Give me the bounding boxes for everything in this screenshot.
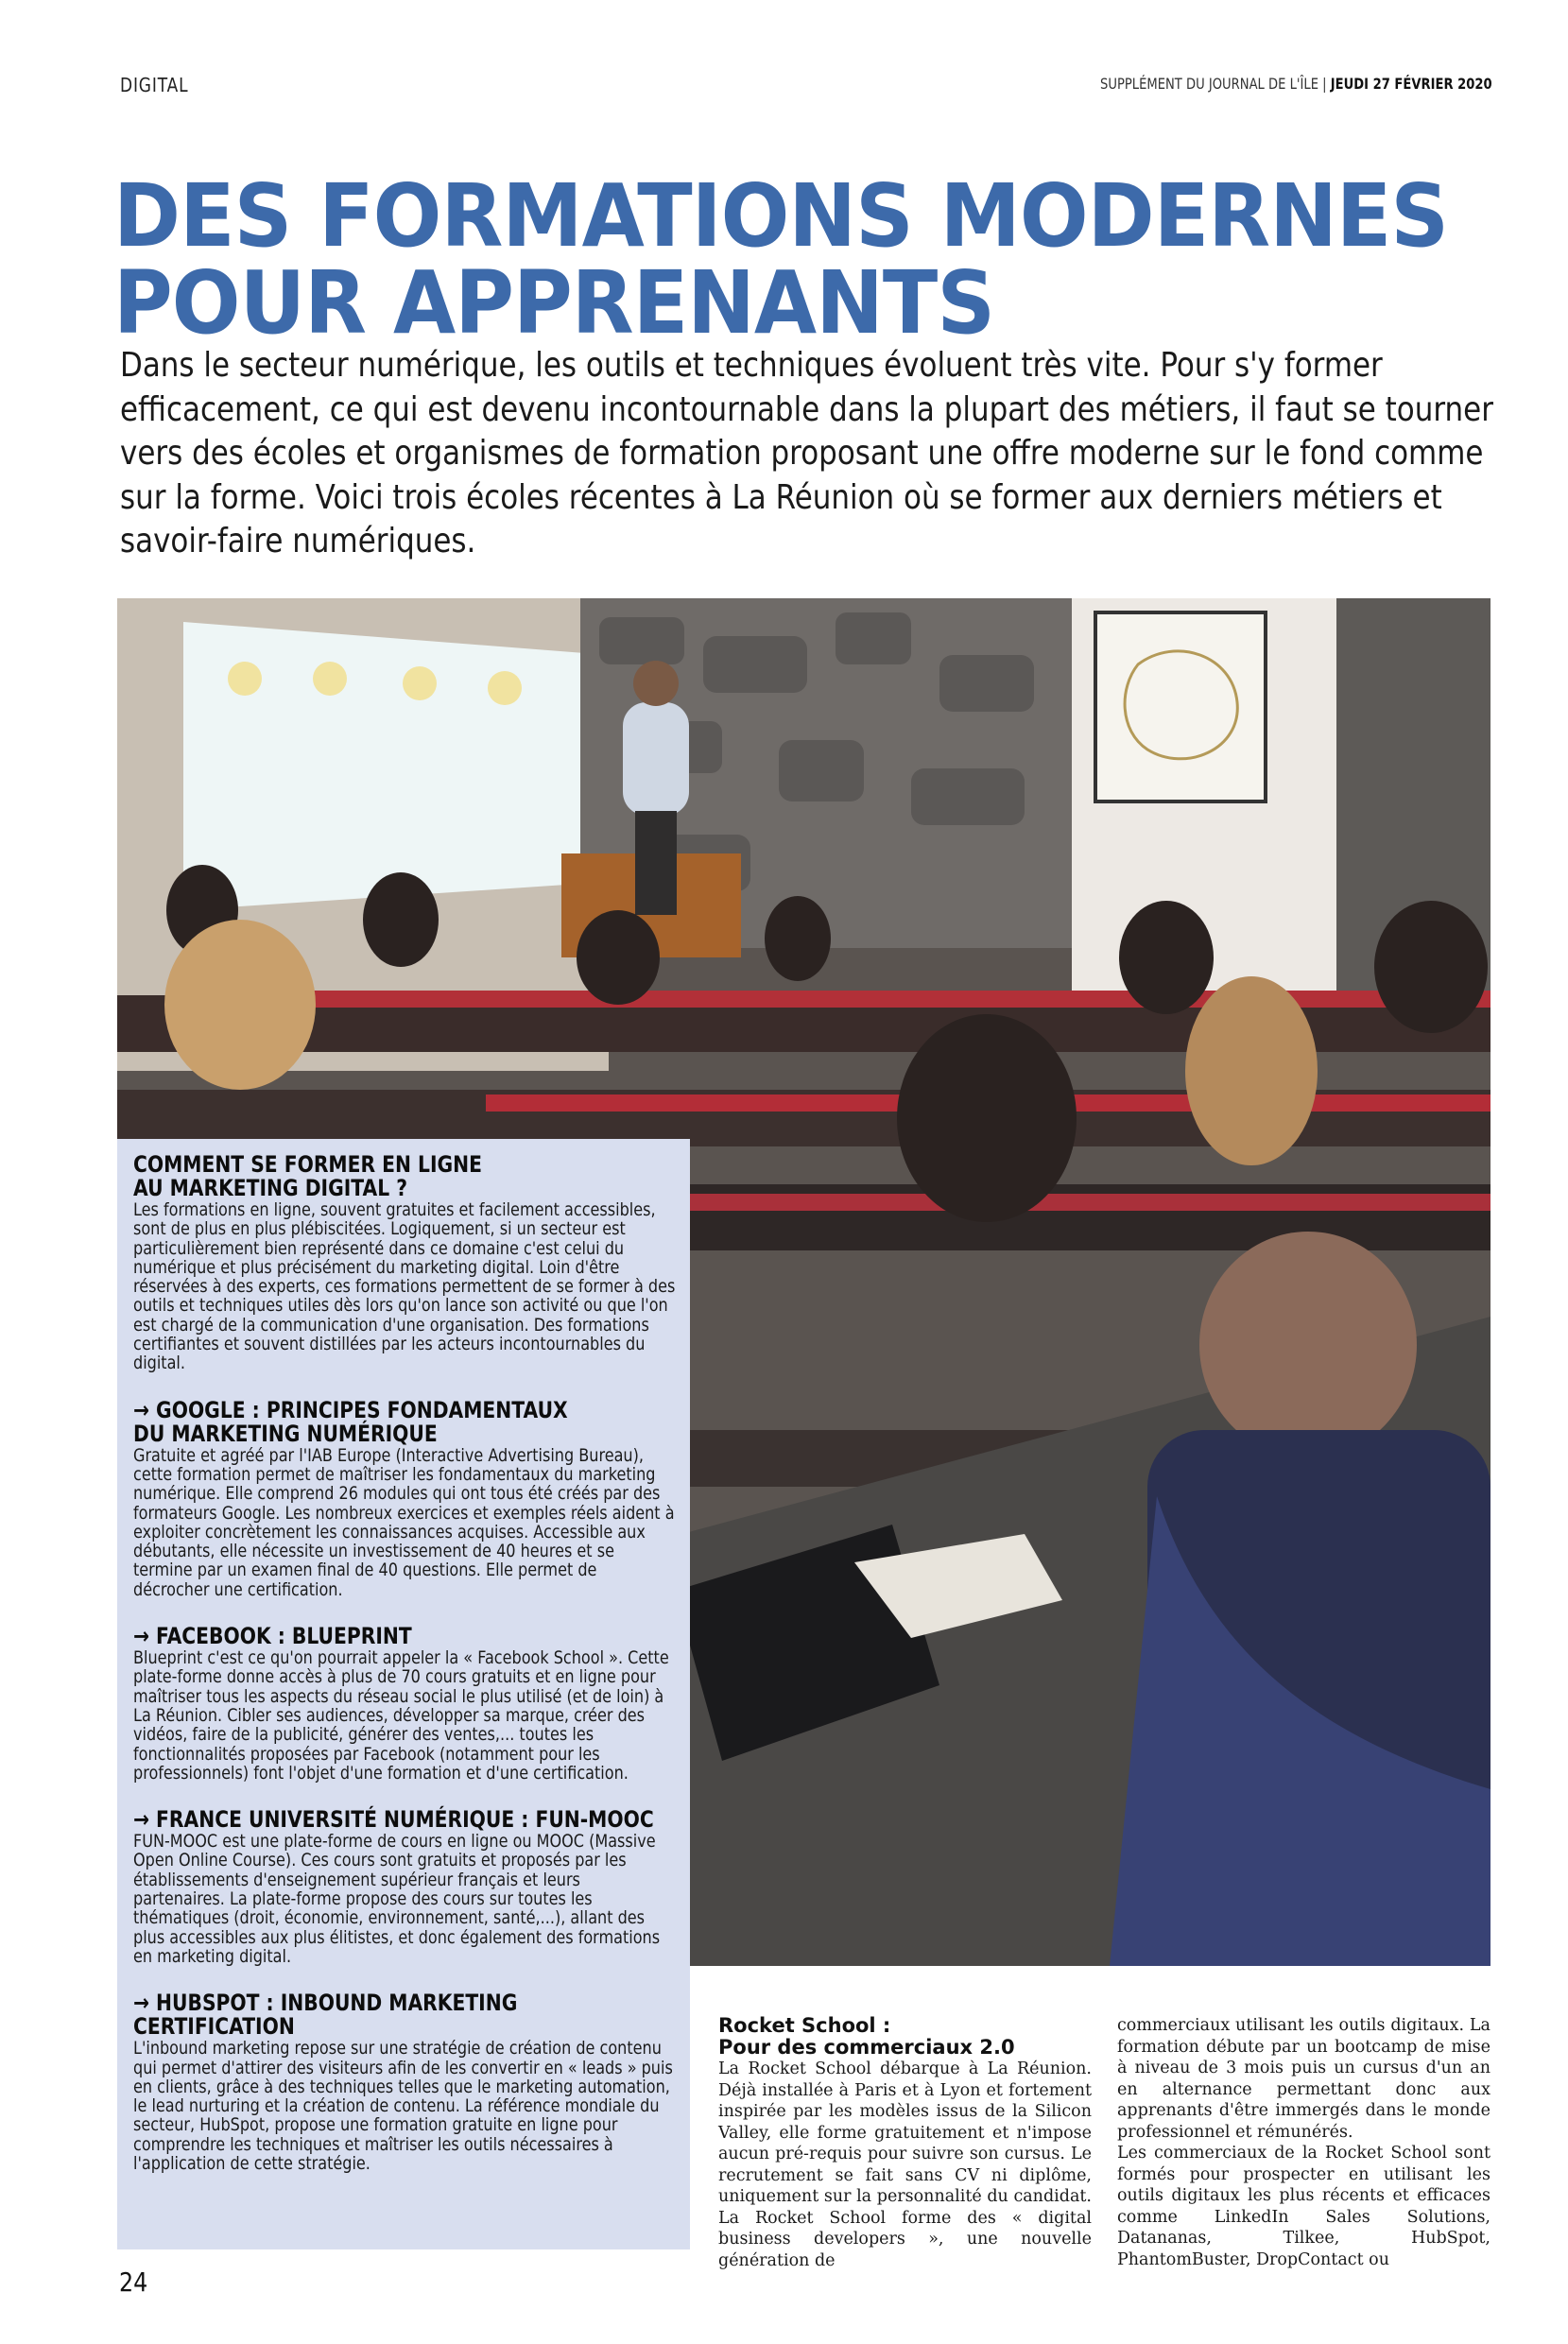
article-body-col2-para1: commerciaux utilisant les outils digitaux. La formation débute par un bootcamp de mise à niveau de 3 mois puis un cursus d'un an en alternance permettant donc aux apprenants d'être immergés dans le monde professionnel et rémunérés.	[1117, 2016, 1490, 2142]
page-title	[113, 165, 1449, 353]
article-heading-line-2: Pour des commerciaux 2.0	[718, 2036, 1015, 2059]
heading-line-1: GOOGLE : PRINCIPES FONDAMENTAUX	[156, 1396, 568, 1423]
arrow-right-icon: →	[133, 1396, 149, 1423]
issue-date: JEUDI 27 FÉVRIER 2020	[1331, 75, 1492, 93]
article-column-2	[1117, 2015, 1490, 2270]
title-line-2: POUR APPRENANTS	[113, 252, 995, 353]
heading-line-2: DU MARKETING NUMÉRIQUE	[133, 1420, 438, 1447]
sidebar-item-google-text: Gratuite et agréé par l'IAB Europe (Interactive Advertising Bureau), cette formation permet de maîtriser les fondamentaux du marketing numérique. Elle comprend 26 modules qui ont tous été créés par des formateurs Google. Les nombreux exercices et exemples réels aident à exploiter concrètement les connaissances acquises. Accessible aux débutants, elle nécessite un investissement de 40 heures et se termine par un examen final de 40 questions. Elle permet de décrocher une certification.	[133, 1444, 675, 1600]
header-separator: |	[1322, 75, 1327, 93]
lead-paragraph: Dans le secteur numérique, les outils et techniques évoluent très vite. Pour s'y former efficacement, ce qui est devenu incontournable dans la plupart des métiers, il faut se tourner vers des écoles et organismes de formation proposant une offre moderne sur le fond comme sur la forme. Voici trois écoles récentes à La Réunion où se former aux derniers métiers et savoir-faire numériques.	[120, 346, 1493, 560]
sidebar-item-facebook-text: Blueprint c'est ce qu'on pourrait appeler la « Facebook School ». Cette plate-forme donne accès à plus de 70 cours gratuits et en ligne pour maîtriser tous les aspects du réseau social le plus utilisé (et de loin) à La Réunion. Cibler ses audiences, développer sa marque, créer des vidéos, faire de la publicité, générer des ventes,... toutes les fonctionnalités proposées par Facebook (notamment pour les professionnels) font l'objet d'une formation et d'une certification.	[133, 1647, 669, 1784]
article-column-1	[718, 2015, 1092, 2271]
sidebar-item-google-heading	[133, 1396, 677, 1447]
section-label: DIGITAL	[120, 74, 189, 96]
article-body-col1: La Rocket School débarque à La Réunion. Déjà installée à Paris et à Lyon et fortement inspirée par les modèles issus de la Silicon Valley, elle forme gratuitement et n'impose aucun pré-requis pour suivre son cursus. Le recrutement se fait sans CV ni diplôme, uniquement sur la personnalité du candidat. La Rocket School forme des « digital business developers », une nouvelle génération de	[718, 2060, 1092, 2270]
sidebar-heading	[133, 1153, 677, 1200]
title-line-1: DES FORMATIONS MODERNES	[113, 165, 1449, 267]
arrow-right-icon: →	[133, 1623, 149, 1650]
arrow-right-icon: →	[133, 1806, 149, 1834]
sidebar-intro-text: Les formations en ligne, souvent gratuites et facilement accessibles, sont de plus en plus plébiscitées. Logiquement, si un secteur est particulièrement bien représenté dans ce domaine c'est celui du numérique et plus précisément du marketing digital. Loin d'être réservées à des experts, ces formations permettent de se former à des outils et techniques utiles dès lors qu'on lance son activité ou que l'on est chargé de la communication d'une organisation. Des formations certifiantes et souvent distillées par les acteurs incontournables du digital.	[133, 1199, 676, 1374]
arrow-right-icon: →	[133, 1990, 149, 2017]
online-training-sidebar	[117, 1139, 690, 2249]
article-heading	[718, 2015, 1092, 2059]
publication-name: SUPPLÉMENT DU JOURNAL DE L'ÎLE	[1100, 75, 1319, 93]
heading-line-1: HUBSPOT : INBOUND MARKETING CERTIFICATION	[133, 1990, 518, 2041]
heading-line-1: FACEBOOK : BLUEPRINT	[156, 1623, 412, 1650]
sidebar-heading-line-2: AU MARKETING DIGITAL ?	[133, 1175, 407, 1201]
article-body-col2-para2: Les commerciaux de la Rocket School sont formés pour prospecter en utilisant les outils digitaux les plus récents et efficaces comme LinkedIn Sales Solutions, Datananas, Tilkee, HubSpot, PhantomBuster, DropContact ou	[1117, 2144, 1490, 2269]
heading-line-1: FRANCE UNIVERSITÉ NUMÉRIQUE : FUN-MOOC	[156, 1806, 654, 1834]
article-heading-line-1: Rocket School :	[718, 2014, 891, 2037]
page-number: 24	[119, 2266, 148, 2298]
running-header	[1100, 75, 1492, 93]
sidebar-item-hubspot-text: L'inbound marketing repose sur une stratégie de création de contenu qui permet d'attirer des visiteurs afin de les convertir en « leads » puis en clients, grâce à des techniques telles que le marketing automation, le lead nurturing et la création de contenu. La référence mondiale du secteur, HubSpot, propose une formation gratuite en ligne pour comprendre les techniques et maîtriser les outils nécessaires à l'application de cette stratégie.	[133, 2038, 673, 2174]
sidebar-item-hubspot-heading	[133, 1991, 677, 2039]
sidebar-heading-line-1: COMMENT SE FORMER EN LIGNE	[133, 1151, 482, 1178]
framed-map	[1095, 612, 1266, 801]
sidebar-item-fun-mooc-text: FUN-MOOC est une plate-forme de cours en ligne ou MOOC (Massive Open Online Course). Ces cours sont gratuits et proposés par les établissements d'enseignement supérieur français et leurs partenaires. La plate-forme propose des cours sur toutes les thématiques (droit, économie, environnement, santé,...), allant des plus accessibles aux plus élitistes, et donc également des formations en marketing digital.	[133, 1831, 661, 1967]
sidebar-item-facebook-heading	[133, 1625, 677, 1648]
sidebar-item-fun-mooc-heading	[133, 1808, 677, 1832]
